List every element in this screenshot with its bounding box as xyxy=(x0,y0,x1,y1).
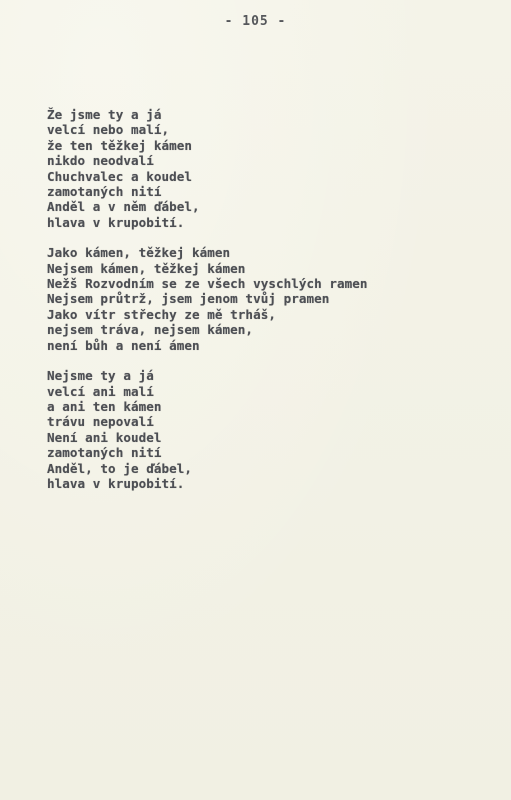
stanza-2 xyxy=(47,245,507,353)
poem-line: nejsem tráva, nejsem kámen, xyxy=(47,322,254,338)
poem-line: Anděl, to je ďábel, xyxy=(47,460,193,476)
poem-line: Chuchvalec a koudel xyxy=(47,168,193,184)
poem-line: zamotaných nití xyxy=(47,184,162,200)
poem-line: Nejsem kámen, těžkej kámen xyxy=(47,260,246,276)
poem-line: že ten těžkej kámen xyxy=(47,137,193,153)
poem-line: Nejsme ty a já xyxy=(47,368,154,384)
stanza-3 xyxy=(47,368,507,491)
poem-line: Jako kámen, těžkej kámen xyxy=(47,245,231,261)
poem-line: trávu nepovalí xyxy=(47,414,154,430)
poem-line: hlava v krupobití. xyxy=(47,475,185,491)
poem xyxy=(47,107,507,491)
poem-line: není bůh a není ámen xyxy=(47,337,200,353)
poem-line: hlava v krupobití. xyxy=(47,214,185,230)
poem-line: Že jsme ty a já xyxy=(47,107,162,122)
poem-line: Není ani koudel xyxy=(47,429,162,445)
poem-line: velcí ani malí xyxy=(47,383,154,399)
poem-line: a ani ten kámen xyxy=(47,398,162,414)
poem-line: Anděl a v něm ďábel, xyxy=(47,199,200,215)
stanza-1 xyxy=(47,107,507,230)
poem-line: Nežš Rozvodním se ze všech vyschlých ramen xyxy=(47,276,368,292)
poem-line: nikdo neodvalí xyxy=(47,153,154,169)
poem-line: zamotaných nití xyxy=(47,445,162,461)
poem-line: velcí nebo malí, xyxy=(47,122,170,138)
page-number: - 105 - xyxy=(224,14,287,29)
poem-line: Jako vítr střechy ze mě trháš, xyxy=(47,306,276,322)
poem-line: Nejsem průtrž, jsem jenom tvůj pramen xyxy=(47,291,330,307)
